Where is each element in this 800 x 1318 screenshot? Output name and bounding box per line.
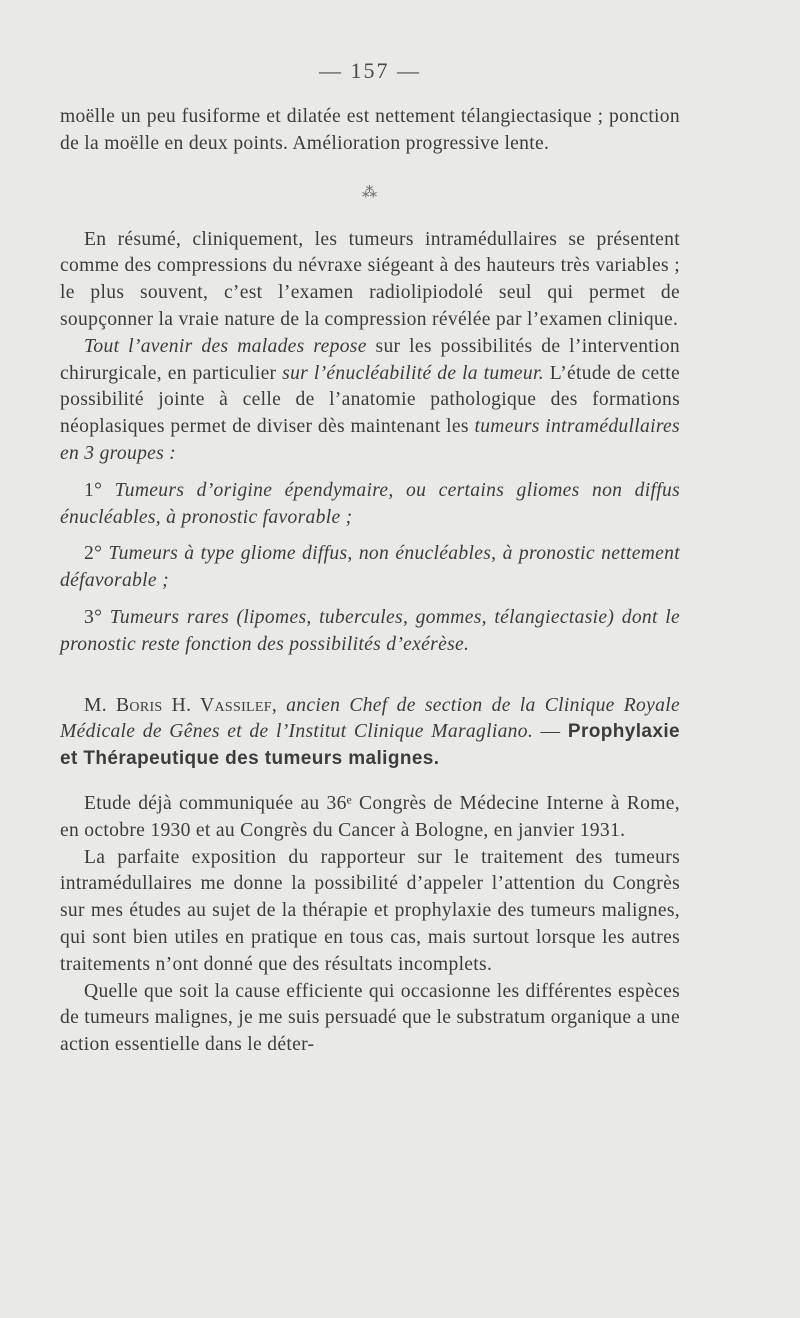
author-heading — [60, 693, 680, 773]
group-text: Tumeurs rares (lipomes, tubercules, gommes, télangiectasie) dont le pronostic reste fonction des possibilités d’exérèse. — [60, 606, 681, 655]
page-number: — 157 — — [319, 58, 421, 83]
paragraph-quelle: Quelle que soit la cause efficiente qui occasionne les différentes espèces de tumeurs malignes, je me suis persuadé que le substratum organique a une action essentielle dans le déter- — [60, 980, 680, 1056]
text-avenir-2: L’étude de cette possibilité jointe à celle de l’anatomie pathologique des formations néoplasiques permet de diviser dès maintenant les — [60, 362, 681, 438]
author-sep: , — [271, 694, 287, 716]
emphasis-avenir: Tout l’avenir des malades repose — [84, 335, 367, 357]
group-number: 2° — [84, 543, 103, 565]
paragraph-intro: moëlle un peu fusiforme et dilatée est nettement télangiectasique ; ponction de la moëlle en deux points. Amélioration progressive lente. — [60, 106, 680, 154]
document-page — [60, 58, 680, 1059]
group-text: Tumeurs à type gliome diffus, non énucléables, à pronostic nettement défavorable ; — [60, 543, 680, 592]
group-item-2 — [60, 541, 680, 595]
emphasis-enucleabilite: sur l’énucléabilité de la tumeur. — [282, 362, 544, 384]
author-prefix: M. — [84, 694, 117, 716]
section-separator: ⁂ — [362, 184, 378, 201]
paragraph-resume: En résumé, cliniquement, les tumeurs intramédullaires se présentent comme des compressions du névraxe siégeant à des hauteurs très variables ; le plus souvent, c’est l’examen radiolipiodolé seul qui permet de soupçonner la vraie nature de la compression révélée par l’examen clinique. — [60, 228, 680, 330]
article-title: Prophylaxie et Thérapeutique des tumeurs malignes. — [60, 721, 680, 770]
paragraph-avenir — [60, 334, 680, 468]
author-affiliation: ancien Chef de section de la Clinique Royale Médicale de Gênes et de l’Institut Clinique Maragliano. — [60, 694, 680, 743]
group-item-3 — [60, 605, 680, 659]
text-avenir-1: sur les possibilités de l’intervention chirurgicale, en particulier — [60, 335, 680, 384]
emphasis-groupes: tumeurs intramédullaires en 3 groupes : — [60, 416, 680, 464]
title-dash: — — [533, 721, 568, 743]
author-name: Boris H. Vassilef — [116, 694, 272, 716]
group-item-1 — [60, 478, 680, 532]
group-number: 3° — [84, 606, 103, 628]
paragraph-parfaite: La parfaite exposition du rapporteur sur le traitement des tumeurs intramédullaires me donne la possibilité d’appeler l’attention du Congrès sur mes études au sujet de la thérapie et prophylaxie des tumeurs malignes, qui sont bien utiles en pratique en tous cas, mais surtout lorsque les autres traitements n’ont donné que des résultats incomplets. — [60, 846, 680, 975]
group-number: 1° — [84, 479, 103, 501]
group-text: Tumeurs d’origine épendymaire, ou certains gliomes non diffus énucléables, à pronostic favorable ; — [60, 479, 681, 528]
paragraph-etude: Etude déjà communiquée au 36ᵉ Congrès de Médecine Interne à Rome, en octobre 1930 et au Congrès du Cancer à Bologne, en janvier 1931. — [60, 792, 680, 841]
